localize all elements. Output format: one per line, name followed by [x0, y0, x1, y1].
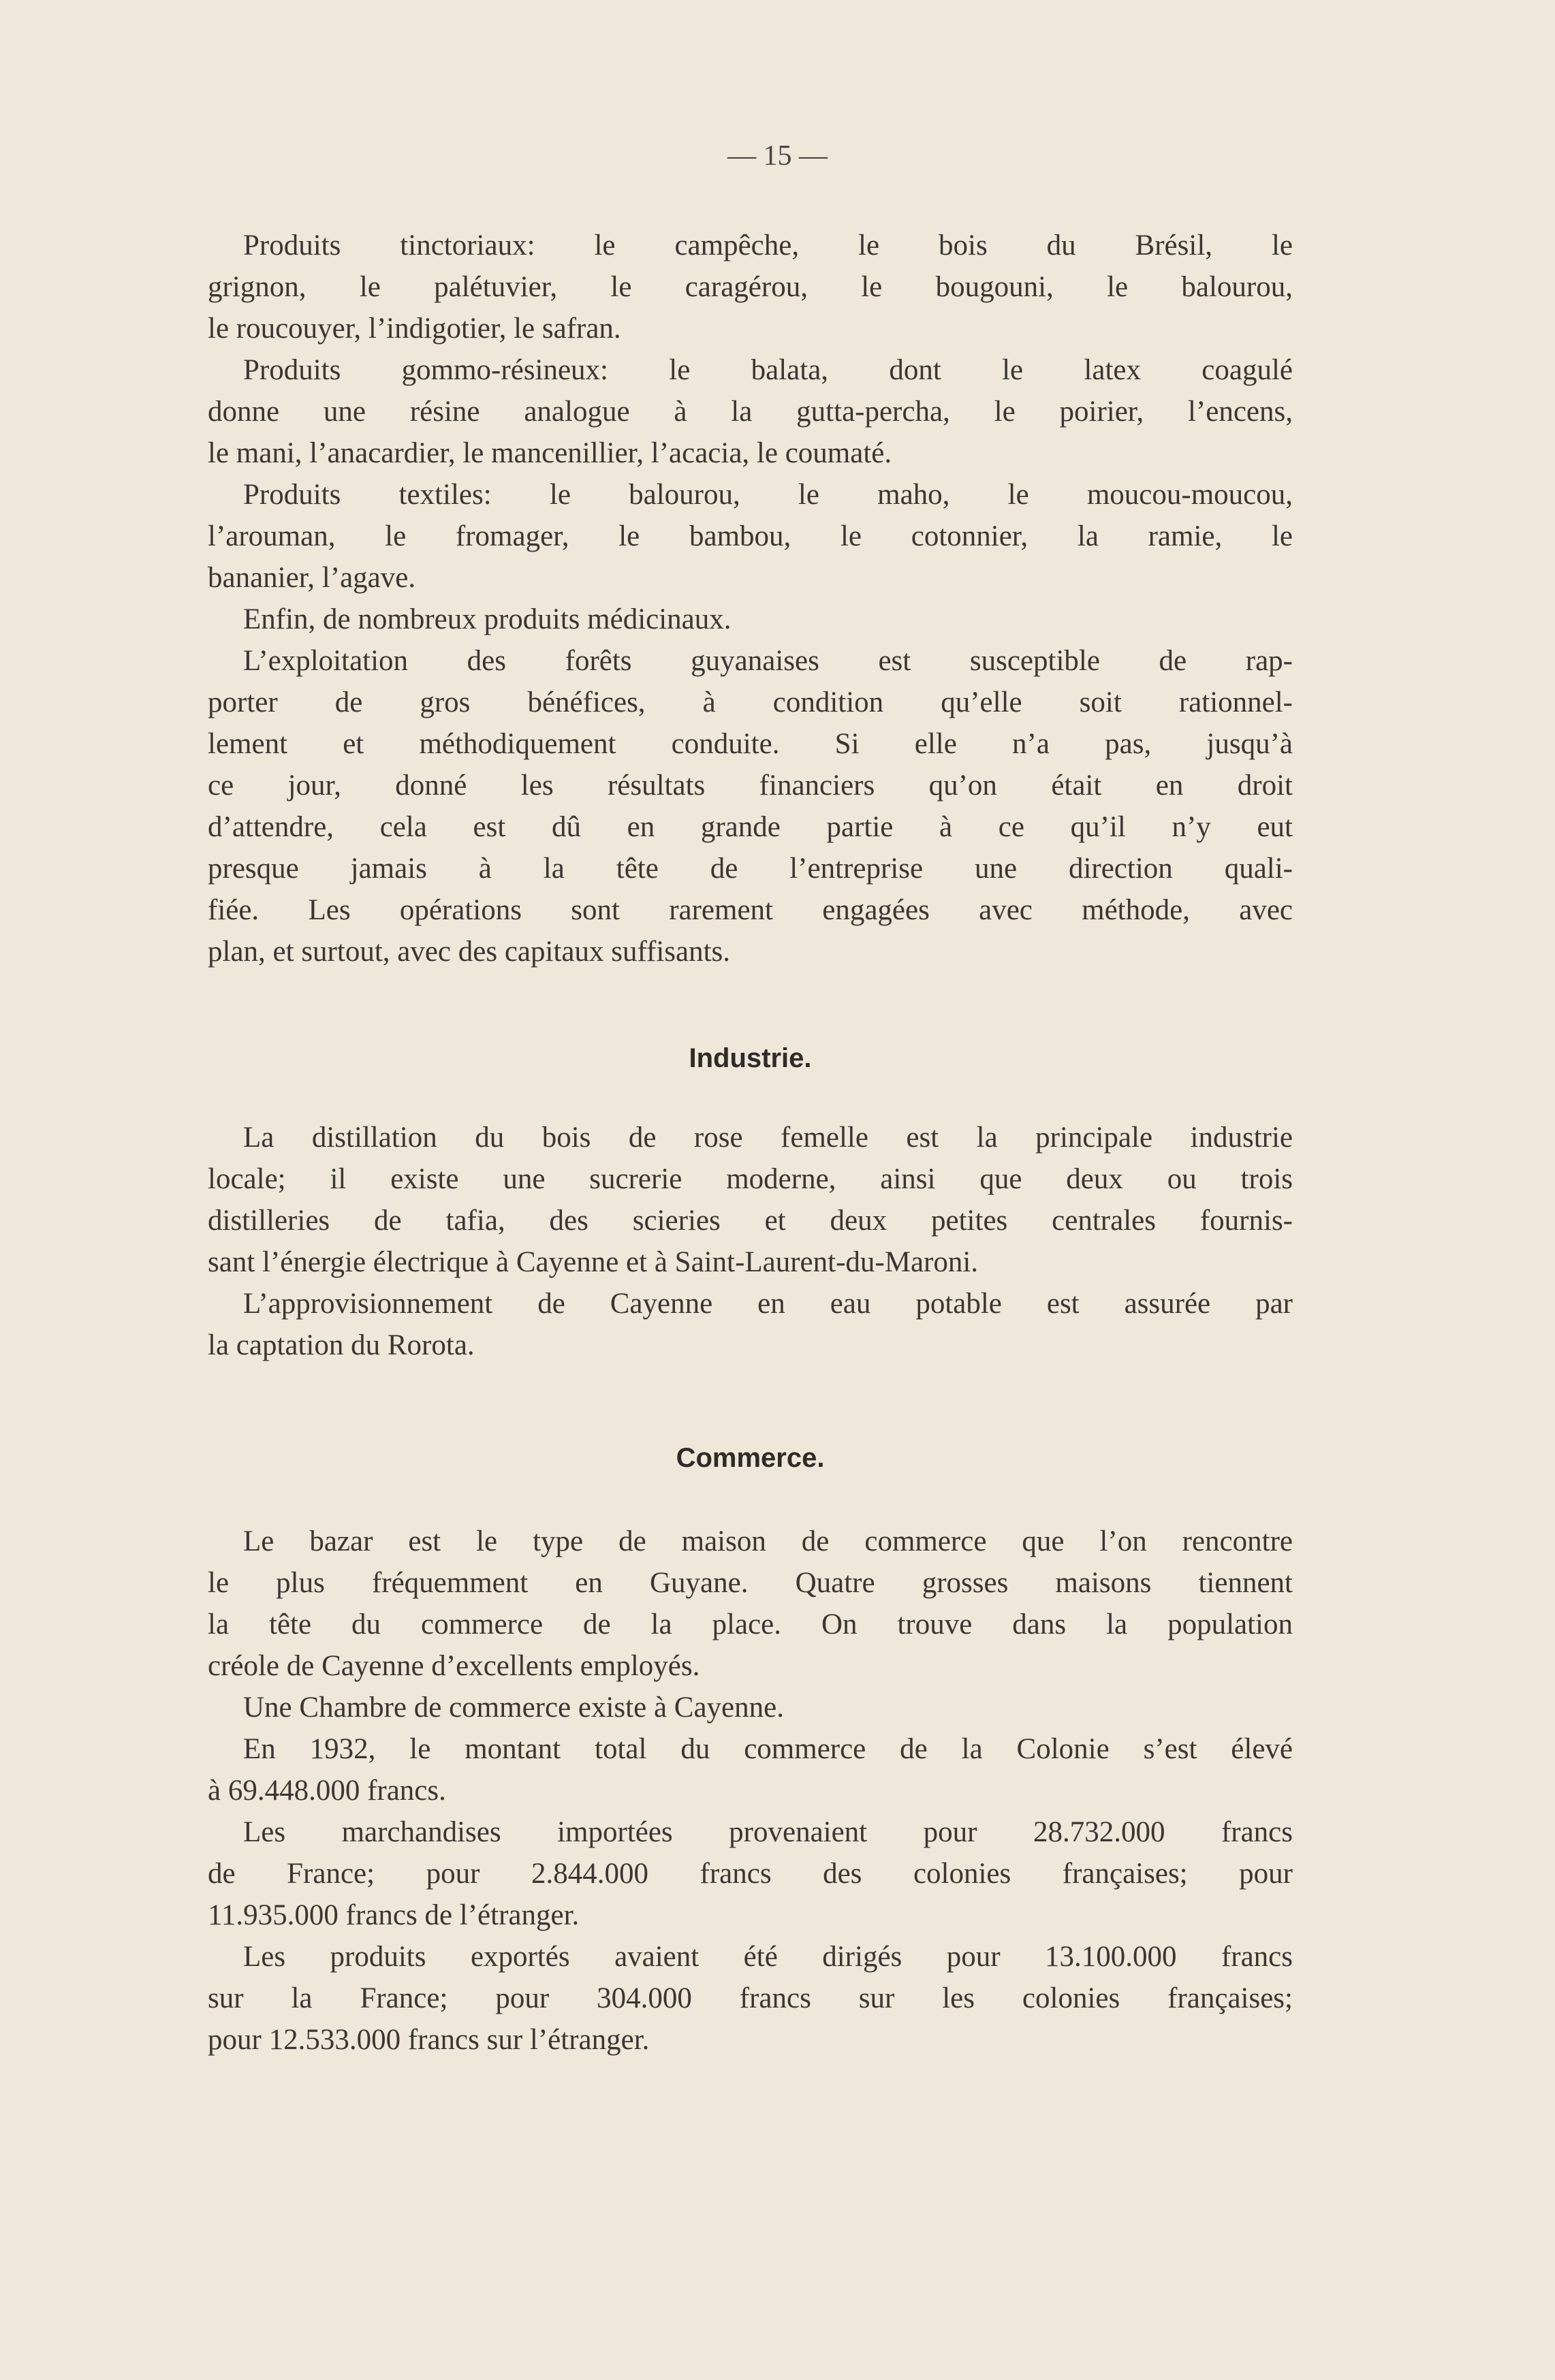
text-line: ce jour, donné les résultats financiers qu’on était en droit [208, 769, 1293, 802]
text-line: En 1932, le montant total du commerce de la Colonie s’est élevé [243, 1733, 1293, 1765]
paragraph [208, 1728, 1293, 1811]
text-line: porter de gros bénéfices, à condition qu’elle soit rationnel- [208, 686, 1293, 718]
text-line: le mani, l’anacardier, le mancenillier, l’acacia, le coumaté. [208, 437, 892, 469]
text-line: sant l’énergie électrique à Cayenne et à Saint-Laurent-du-Maroni. [208, 1246, 979, 1278]
section-forest-products [208, 225, 1293, 972]
paragraph [208, 599, 1293, 640]
text-line: d’attendre, cela est dû en grande partie à ce qu’il n’y eut [208, 811, 1293, 843]
text-line: La distillation du bois de rose femelle est la principale industrie [243, 1122, 1293, 1154]
text-line: Les marchandises importées provenaient pour 28.732.000 francs [243, 1816, 1293, 1848]
text-line: créole de Cayenne d’excellents employés. [208, 1650, 700, 1682]
page-number: — 15 — [727, 140, 828, 172]
text-line: de France; pour 2.844.000 francs des colonies françaises; pour [208, 1858, 1293, 1890]
text-line: Produits tinctoriaux: le campêche, le bois du Brésil, le [243, 229, 1293, 261]
paragraph [208, 640, 1293, 972]
heading-commerce: Commerce. [676, 1443, 825, 1473]
section-industrie [208, 1117, 1293, 1366]
text-line: locale; il existe une sucrerie moderne, ainsi que deux ou trois [208, 1163, 1293, 1195]
text-line: 11.935.000 francs de l’étranger. [208, 1899, 580, 1931]
text-line: donne une résine analogue à la gutta-percha, le poirier, l’encens, [208, 396, 1293, 428]
paragraph [208, 1811, 1293, 1936]
section-commerce [208, 1521, 1293, 2061]
text-line: plan, et surtout, avec des capitaux suffisants. [208, 936, 731, 968]
text-line: le plus fréquemment en Guyane. Quatre grosses maisons tiennent [208, 1567, 1293, 1599]
text-line: lement et méthodiquement conduite. Si elle n’a pas, jusqu’à [208, 728, 1293, 760]
text-line: presque jamais à la tête de l’entreprise une direction quali- [208, 853, 1293, 885]
paragraph [208, 349, 1293, 474]
text-line: Une Chambre de commerce existe à Cayenne. [243, 1692, 784, 1724]
paragraph [208, 1687, 1293, 1728]
paragraph [208, 225, 1293, 349]
text-line: sur la France; pour 304.000 francs sur les colonies françaises; [208, 1982, 1293, 2014]
text-line: fiée. Les opérations sont rarement engagées avec méthode, avec [208, 894, 1293, 926]
text-line: pour 12.533.000 francs sur l’étranger. [208, 2024, 650, 2056]
text-line: Les produits exportés avaient été dirigés pour 13.100.000 francs [243, 1941, 1293, 1973]
text-line: Le bazar est le type de maison de commerce que l’on rencontre [243, 1525, 1293, 1557]
text-line: Enfin, de nombreux produits médicinaux. [243, 603, 732, 635]
heading-industrie: Industrie. [689, 1043, 812, 1073]
text-line: bananier, l’agave. [208, 562, 416, 594]
text-line: Produits gommo-résineux: le balata, dont le latex coagulé [243, 354, 1293, 386]
text-line: L’approvisionnement de Cayenne en eau potable est assurée par [243, 1288, 1293, 1320]
paragraph [208, 1936, 1293, 2061]
text-line: la tête du commerce de la place. On trouve dans la population [208, 1608, 1293, 1640]
text-line: à 69.448.000 francs. [208, 1775, 446, 1807]
text-line: grignon, le palétuvier, le caragérou, le bougouni, le balourou, [208, 271, 1293, 303]
text-line: Produits textiles: le balourou, le maho, le moucou-moucou, [243, 479, 1293, 511]
paragraph [208, 1283, 1293, 1366]
text-line: l’arouman, le fromager, le bambou, le cotonnier, la ramie, le [208, 520, 1293, 552]
paragraph [208, 1117, 1293, 1283]
text-line: la captation du Rorota. [208, 1329, 475, 1361]
text-line: le roucouyer, l’indigotier, le safran. [208, 313, 621, 345]
text-line: L’exploitation des forêts guyanaises est susceptible de rap- [243, 645, 1293, 677]
paragraph [208, 474, 1293, 599]
paragraph [208, 1521, 1293, 1687]
text-line: distilleries de tafia, des scieries et deux petites centrales fournis- [208, 1205, 1293, 1237]
